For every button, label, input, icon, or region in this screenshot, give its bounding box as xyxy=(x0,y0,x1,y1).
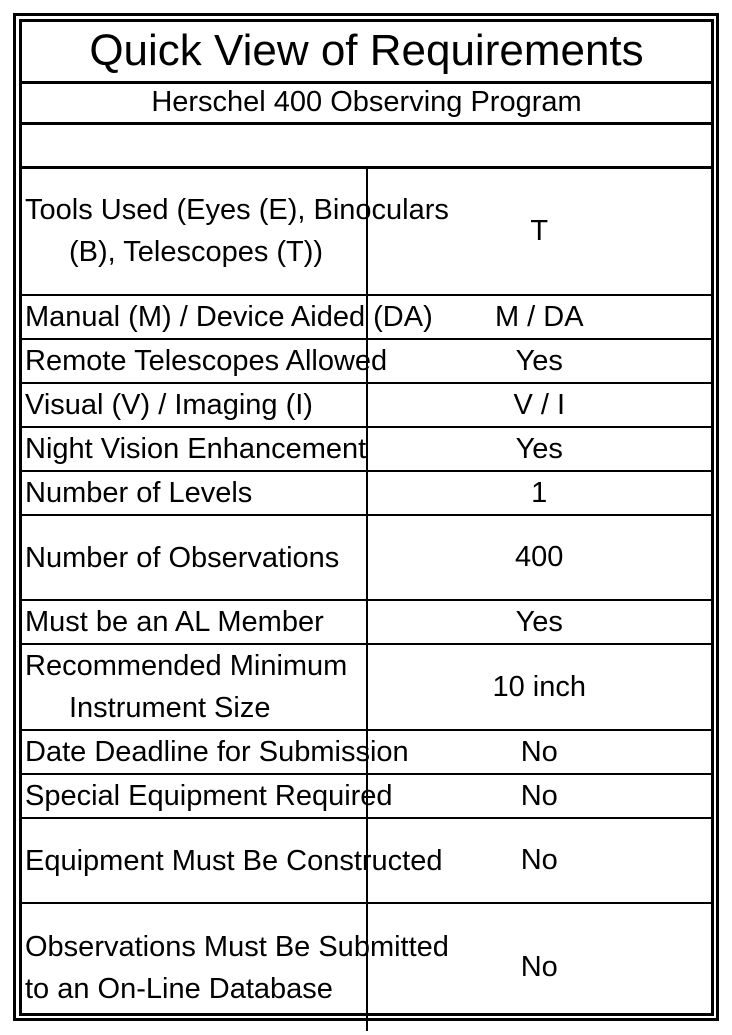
requirement-label: Must be an AL Member xyxy=(22,600,367,644)
requirement-label-line1: Tools Used (Eyes (E), Binoculars xyxy=(25,194,449,227)
requirement-value: No xyxy=(367,730,712,774)
page-title: Quick View of Requirements xyxy=(22,22,711,82)
table-row xyxy=(22,818,711,903)
requirements-table xyxy=(22,22,711,1031)
table-row xyxy=(22,515,711,600)
table-row xyxy=(22,383,711,427)
requirement-label: Night Vision Enhancement xyxy=(22,427,367,471)
requirement-value: V / I xyxy=(367,383,712,427)
table-row xyxy=(22,600,711,644)
program-subtitle: Herschel 400 Observing Program xyxy=(22,82,711,123)
table-row xyxy=(22,644,711,730)
table-row xyxy=(22,730,711,774)
requirement-label: Number of Levels xyxy=(22,471,367,515)
requirement-label: Number of Observations xyxy=(22,515,367,600)
requirement-value: 400 xyxy=(367,515,712,600)
requirement-value: No xyxy=(367,774,712,818)
requirement-value: Yes xyxy=(367,600,712,644)
requirement-label: Manual (M) / Device Aided (DA) xyxy=(22,295,367,339)
blank-row xyxy=(22,123,711,167)
table-row xyxy=(22,471,711,515)
requirements-sheet xyxy=(19,19,714,1016)
requirement-value: No xyxy=(367,818,712,903)
requirement-value: T xyxy=(367,167,712,295)
requirement-label-line2: Instrument Size xyxy=(69,692,271,724)
requirement-label: Special Equipment Required xyxy=(22,774,367,818)
requirement-label-line2: to an On-Line Database xyxy=(25,972,333,1005)
requirement-value: 1 xyxy=(367,471,712,515)
table-row xyxy=(22,774,711,818)
table-row xyxy=(22,167,711,295)
requirement-value: Yes xyxy=(367,427,712,471)
requirement-value: No xyxy=(520,951,558,983)
requirement-label: Equipment Must Be Constructed xyxy=(22,818,367,903)
requirement-label xyxy=(22,644,367,730)
requirement-label xyxy=(22,903,449,1031)
requirement-value: 10 inch xyxy=(367,644,712,730)
requirement-label: Visual (V) / Imaging (I) xyxy=(22,383,367,427)
requirement-value: M / DA xyxy=(367,295,712,339)
requirement-label-line1: Recommended Minimum xyxy=(25,650,348,682)
table-row xyxy=(22,427,711,471)
table-row xyxy=(22,903,711,1031)
requirement-label-line2: (B), Telescopes (T)) xyxy=(69,236,324,269)
requirement-value: Yes xyxy=(367,339,712,383)
table-row xyxy=(22,295,711,339)
table-row xyxy=(22,339,711,383)
requirement-label xyxy=(22,167,449,295)
requirement-label-line1: Observations Must Be Submitted xyxy=(25,930,449,963)
requirement-label: Date Deadline for Submission xyxy=(22,730,367,774)
requirement-label: Remote Telescopes Allowed xyxy=(22,339,367,383)
